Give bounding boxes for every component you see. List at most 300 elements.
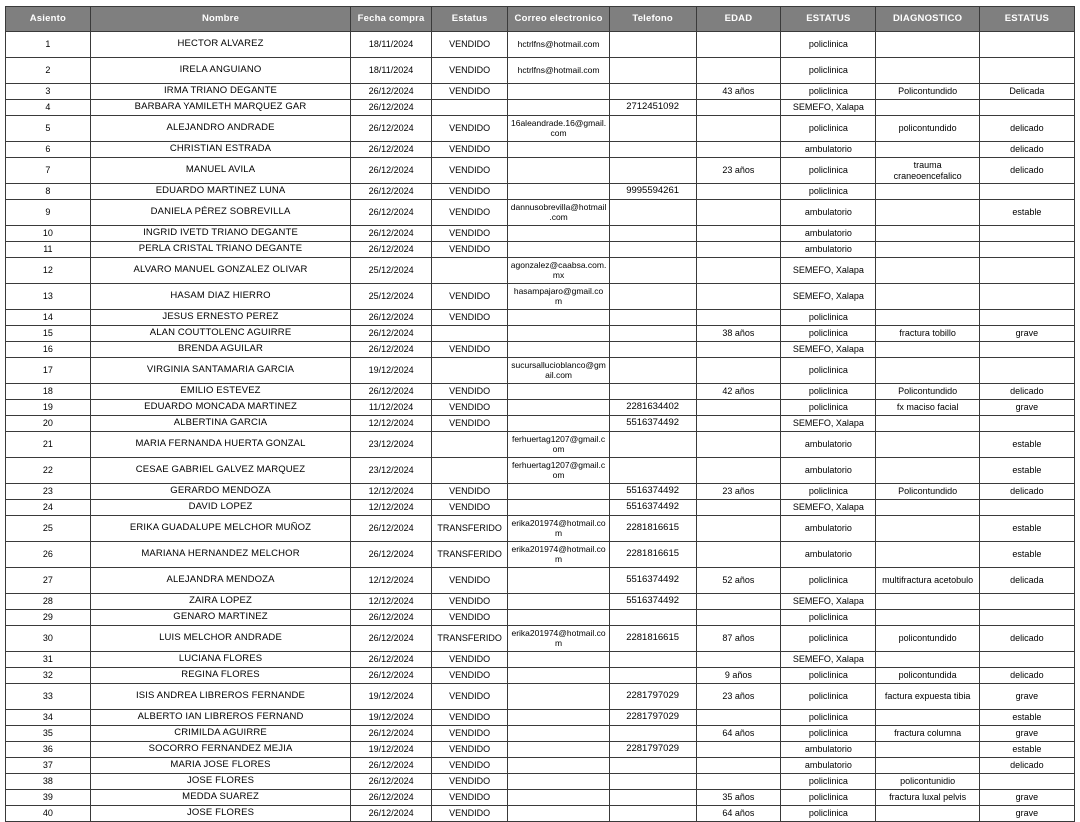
cell-fecha[interactable]: 26/12/2024 xyxy=(351,790,432,806)
table-row[interactable] xyxy=(6,84,1075,100)
cell-estatus[interactable]: VENDIDO xyxy=(431,416,508,432)
cell-edad[interactable] xyxy=(696,200,781,226)
cell-telefono[interactable]: 2281816615 xyxy=(609,626,696,652)
cell-estatus2[interactable]: SEMEFO, Xalapa xyxy=(781,342,876,358)
cell-diag[interactable] xyxy=(876,242,979,258)
cell-estatus2[interactable]: policlinica xyxy=(781,684,876,710)
cell-diag[interactable] xyxy=(876,806,979,822)
cell-estatus[interactable]: VENDIDO xyxy=(431,742,508,758)
cell-estatus[interactable]: VENDIDO xyxy=(431,32,508,58)
cell-estatus3[interactable]: delicado xyxy=(979,758,1074,774)
cell-correo[interactable]: erika201974@hotmail.com xyxy=(508,626,609,652)
cell-diag[interactable] xyxy=(876,610,979,626)
cell-nombre[interactable]: ISIS ANDREA LIBREROS FERNANDE xyxy=(90,684,351,710)
cell-estatus3[interactable]: grave xyxy=(979,726,1074,742)
cell-diag[interactable] xyxy=(876,342,979,358)
cell-estatus2[interactable]: policlinica xyxy=(781,626,876,652)
cell-estatus[interactable]: VENDIDO xyxy=(431,668,508,684)
table-row[interactable] xyxy=(6,32,1075,58)
cell-estatus2[interactable]: ambulatorio xyxy=(781,542,876,568)
table-row[interactable] xyxy=(6,710,1075,726)
cell-estatus3[interactable] xyxy=(979,258,1074,284)
cell-asiento[interactable]: 39 xyxy=(6,790,91,806)
cell-diag[interactable] xyxy=(876,416,979,432)
table-row[interactable] xyxy=(6,484,1075,500)
cell-nombre[interactable]: PERLA CRISTAL TRIANO DEGANTE xyxy=(90,242,351,258)
cell-estatus2[interactable]: policlinica xyxy=(781,116,876,142)
cell-estatus3[interactable]: estable xyxy=(979,432,1074,458)
cell-correo[interactable]: sucursallucioblanco@gmail.com xyxy=(508,358,609,384)
cell-diag[interactable] xyxy=(876,100,979,116)
cell-estatus2[interactable]: policlinica xyxy=(781,358,876,384)
cell-fecha[interactable]: 25/12/2024 xyxy=(351,258,432,284)
cell-estatus3[interactable]: grave xyxy=(979,790,1074,806)
cell-edad[interactable]: 43 años xyxy=(696,84,781,100)
cell-nombre[interactable]: VIRGINIA SANTAMARIA GARCIA xyxy=(90,358,351,384)
cell-nombre[interactable]: INGRID IVETD TRIANO DEGANTE xyxy=(90,226,351,242)
cell-asiento[interactable]: 3 xyxy=(6,84,91,100)
column-header-asiento[interactable]: Asiento xyxy=(6,7,91,32)
table-row[interactable] xyxy=(6,326,1075,342)
cell-correo[interactable] xyxy=(508,158,609,184)
cell-estatus3[interactable]: delicado xyxy=(979,384,1074,400)
cell-estatus2[interactable]: SEMEFO, Xalapa xyxy=(781,500,876,516)
table-row[interactable] xyxy=(6,594,1075,610)
cell-correo[interactable] xyxy=(508,710,609,726)
cell-edad[interactable] xyxy=(696,500,781,516)
cell-edad[interactable]: 35 años xyxy=(696,790,781,806)
cell-correo[interactable]: ferhuertag1207@gmail.com xyxy=(508,458,609,484)
table-row[interactable] xyxy=(6,416,1075,432)
table-row[interactable] xyxy=(6,200,1075,226)
cell-estatus3[interactable]: delicado xyxy=(979,668,1074,684)
cell-telefono[interactable] xyxy=(609,142,696,158)
cell-telefono[interactable] xyxy=(609,284,696,310)
cell-telefono[interactable] xyxy=(609,32,696,58)
cell-estatus2[interactable]: SEMEFO, Xalapa xyxy=(781,284,876,310)
cell-asiento[interactable]: 26 xyxy=(6,542,91,568)
table-row[interactable] xyxy=(6,100,1075,116)
cell-estatus2[interactable]: policlinica xyxy=(781,400,876,416)
cell-estatus2[interactable]: policlinica xyxy=(781,58,876,84)
cell-estatus3[interactable]: delicado xyxy=(979,158,1074,184)
table-row[interactable] xyxy=(6,400,1075,416)
cell-estatus[interactable]: VENDIDO xyxy=(431,484,508,500)
table-row[interactable] xyxy=(6,116,1075,142)
cell-telefono[interactable] xyxy=(609,326,696,342)
cell-asiento[interactable]: 4 xyxy=(6,100,91,116)
cell-asiento[interactable]: 22 xyxy=(6,458,91,484)
cell-estatus2[interactable]: SEMEFO, Xalapa xyxy=(781,100,876,116)
cell-estatus3[interactable] xyxy=(979,610,1074,626)
cell-estatus2[interactable]: policlinica xyxy=(781,184,876,200)
cell-correo[interactable] xyxy=(508,342,609,358)
cell-telefono[interactable]: 2281816615 xyxy=(609,542,696,568)
cell-fecha[interactable]: 19/12/2024 xyxy=(351,358,432,384)
cell-telefono[interactable] xyxy=(609,432,696,458)
table-row[interactable] xyxy=(6,500,1075,516)
cell-nombre[interactable]: ALBERTO IAN LIBREROS FERNAND xyxy=(90,710,351,726)
cell-diag[interactable]: Policontundido xyxy=(876,84,979,100)
cell-telefono[interactable]: 5516374492 xyxy=(609,594,696,610)
cell-fecha[interactable]: 26/12/2024 xyxy=(351,774,432,790)
cell-diag[interactable] xyxy=(876,58,979,84)
cell-fecha[interactable]: 19/12/2024 xyxy=(351,684,432,710)
cell-estatus2[interactable]: policlinica xyxy=(781,484,876,500)
table-row[interactable] xyxy=(6,806,1075,822)
cell-edad[interactable]: 23 años xyxy=(696,158,781,184)
cell-correo[interactable]: hctrlfns@hotmail.com xyxy=(508,58,609,84)
cell-nombre[interactable]: ERIKA GUADALUPE MELCHOR MUÑOZ xyxy=(90,516,351,542)
cell-estatus[interactable]: VENDIDO xyxy=(431,652,508,668)
cell-edad[interactable] xyxy=(696,258,781,284)
cell-edad[interactable]: 23 años xyxy=(696,684,781,710)
cell-asiento[interactable]: 40 xyxy=(6,806,91,822)
cell-diag[interactable]: fractura tobillo xyxy=(876,326,979,342)
cell-estatus[interactable]: TRANSFERIDO xyxy=(431,626,508,652)
cell-correo[interactable] xyxy=(508,806,609,822)
table-row[interactable] xyxy=(6,726,1075,742)
table-row[interactable] xyxy=(6,226,1075,242)
cell-asiento[interactable]: 9 xyxy=(6,200,91,226)
cell-estatus3[interactable] xyxy=(979,774,1074,790)
cell-diag[interactable]: policontundida xyxy=(876,668,979,684)
cell-edad[interactable] xyxy=(696,458,781,484)
cell-asiento[interactable]: 33 xyxy=(6,684,91,710)
cell-telefono[interactable] xyxy=(609,610,696,626)
cell-telefono[interactable] xyxy=(609,668,696,684)
cell-nombre[interactable]: ALAN COUTTOLENC AGUIRRE xyxy=(90,326,351,342)
cell-asiento[interactable]: 7 xyxy=(6,158,91,184)
table-row[interactable] xyxy=(6,652,1075,668)
cell-telefono[interactable] xyxy=(609,158,696,184)
cell-diag[interactable]: fractura columna xyxy=(876,726,979,742)
table-row[interactable] xyxy=(6,790,1075,806)
cell-estatus[interactable]: VENDIDO xyxy=(431,774,508,790)
table-row[interactable] xyxy=(6,384,1075,400)
cell-estatus[interactable]: VENDIDO xyxy=(431,158,508,184)
cell-diag[interactable] xyxy=(876,284,979,310)
cell-asiento[interactable]: 25 xyxy=(6,516,91,542)
cell-correo[interactable] xyxy=(508,242,609,258)
cell-diag[interactable]: fx maciso facial xyxy=(876,400,979,416)
cell-fecha[interactable]: 26/12/2024 xyxy=(351,200,432,226)
cell-estatus2[interactable]: policlinica xyxy=(781,790,876,806)
cell-correo[interactable]: 16aleandrade.16@gmail.com xyxy=(508,116,609,142)
cell-fecha[interactable]: 26/12/2024 xyxy=(351,184,432,200)
cell-edad[interactable] xyxy=(696,116,781,142)
cell-fecha[interactable]: 26/12/2024 xyxy=(351,100,432,116)
cell-edad[interactable] xyxy=(696,58,781,84)
cell-fecha[interactable]: 26/12/2024 xyxy=(351,158,432,184)
cell-edad[interactable] xyxy=(696,710,781,726)
cell-edad[interactable]: 52 años xyxy=(696,568,781,594)
cell-estatus2[interactable]: policlinica xyxy=(781,610,876,626)
cell-estatus3[interactable]: delicado xyxy=(979,116,1074,142)
cell-estatus3[interactable]: estable xyxy=(979,200,1074,226)
cell-nombre[interactable]: BRENDA AGUILAR xyxy=(90,342,351,358)
cell-asiento[interactable]: 23 xyxy=(6,484,91,500)
cell-nombre[interactable]: REGINA FLORES xyxy=(90,668,351,684)
cell-diag[interactable]: policontundido xyxy=(876,626,979,652)
table-row[interactable] xyxy=(6,774,1075,790)
cell-correo[interactable] xyxy=(508,726,609,742)
cell-estatus2[interactable]: policlinica xyxy=(781,710,876,726)
cell-estatus3[interactable] xyxy=(979,226,1074,242)
table-row[interactable] xyxy=(6,142,1075,158)
cell-diag[interactable] xyxy=(876,458,979,484)
cell-nombre[interactable]: ZAIRA LOPEZ xyxy=(90,594,351,610)
cell-diag[interactable] xyxy=(876,542,979,568)
cell-diag[interactable]: fractura luxal pelvis xyxy=(876,790,979,806)
cell-estatus2[interactable]: policlinica xyxy=(781,568,876,594)
cell-diag[interactable]: multifractura acetobulo xyxy=(876,568,979,594)
cell-asiento[interactable]: 35 xyxy=(6,726,91,742)
cell-asiento[interactable]: 32 xyxy=(6,668,91,684)
table-row[interactable] xyxy=(6,684,1075,710)
cell-asiento[interactable]: 11 xyxy=(6,242,91,258)
cell-nombre[interactable]: MEDDA SUAREZ xyxy=(90,790,351,806)
cell-estatus2[interactable]: policlinica xyxy=(781,668,876,684)
table-row[interactable] xyxy=(6,158,1075,184)
cell-diag[interactable] xyxy=(876,594,979,610)
cell-asiento[interactable]: 27 xyxy=(6,568,91,594)
cell-edad[interactable]: 42 años xyxy=(696,384,781,400)
cell-estatus3[interactable] xyxy=(979,342,1074,358)
cell-telefono[interactable]: 2281816615 xyxy=(609,516,696,542)
cell-fecha[interactable]: 26/12/2024 xyxy=(351,116,432,142)
cell-telefono[interactable] xyxy=(609,790,696,806)
table-row[interactable] xyxy=(6,668,1075,684)
cell-edad[interactable]: 64 años xyxy=(696,806,781,822)
cell-telefono[interactable] xyxy=(609,242,696,258)
cell-correo[interactable] xyxy=(508,310,609,326)
cell-estatus2[interactable]: policlinica xyxy=(781,84,876,100)
cell-edad[interactable] xyxy=(696,400,781,416)
table-row[interactable] xyxy=(6,742,1075,758)
cell-diag[interactable] xyxy=(876,516,979,542)
cell-asiento[interactable]: 37 xyxy=(6,758,91,774)
cell-correo[interactable] xyxy=(508,326,609,342)
cell-diag[interactable] xyxy=(876,184,979,200)
cell-fecha[interactable]: 23/12/2024 xyxy=(351,432,432,458)
cell-fecha[interactable]: 18/11/2024 xyxy=(351,58,432,84)
cell-estatus2[interactable]: ambulatorio xyxy=(781,200,876,226)
cell-estatus3[interactable] xyxy=(979,652,1074,668)
cell-telefono[interactable] xyxy=(609,774,696,790)
cell-nombre[interactable]: SOCORRO FERNANDEZ MEJIA xyxy=(90,742,351,758)
cell-telefono[interactable] xyxy=(609,58,696,84)
cell-telefono[interactable]: 5516374492 xyxy=(609,416,696,432)
cell-correo[interactable] xyxy=(508,774,609,790)
cell-asiento[interactable]: 17 xyxy=(6,358,91,384)
cell-nombre[interactable]: IRELA ANGUIANO xyxy=(90,58,351,84)
cell-fecha[interactable]: 26/12/2024 xyxy=(351,242,432,258)
cell-asiento[interactable]: 16 xyxy=(6,342,91,358)
cell-estatus[interactable]: VENDIDO xyxy=(431,384,508,400)
cell-correo[interactable] xyxy=(508,400,609,416)
cell-asiento[interactable]: 19 xyxy=(6,400,91,416)
cell-diag[interactable] xyxy=(876,758,979,774)
cell-estatus3[interactable]: grave xyxy=(979,806,1074,822)
cell-nombre[interactable]: MARIA JOSE FLORES xyxy=(90,758,351,774)
cell-diag[interactable] xyxy=(876,200,979,226)
column-header-edad[interactable]: EDAD xyxy=(696,7,781,32)
cell-estatus3[interactable]: grave xyxy=(979,326,1074,342)
cell-estatus2[interactable]: policlinica xyxy=(781,158,876,184)
cell-estatus2[interactable]: ambulatorio xyxy=(781,142,876,158)
cell-nombre[interactable]: ALBERTINA GARCIA xyxy=(90,416,351,432)
cell-fecha[interactable]: 23/12/2024 xyxy=(351,458,432,484)
cell-fecha[interactable]: 11/12/2024 xyxy=(351,400,432,416)
cell-nombre[interactable]: LUIS MELCHOR ANDRADE xyxy=(90,626,351,652)
cell-correo[interactable]: agonzalez@caabsa.com.mx xyxy=(508,258,609,284)
cell-estatus[interactable]: VENDIDO xyxy=(431,284,508,310)
cell-correo[interactable] xyxy=(508,384,609,400)
table-row[interactable] xyxy=(6,310,1075,326)
cell-fecha[interactable]: 25/12/2024 xyxy=(351,284,432,310)
cell-diag[interactable] xyxy=(876,358,979,384)
cell-telefono[interactable] xyxy=(609,758,696,774)
cell-nombre[interactable]: HECTOR ALVAREZ xyxy=(90,32,351,58)
cell-estatus[interactable]: VENDIDO xyxy=(431,142,508,158)
column-header-estatus2[interactable]: ESTATUS xyxy=(781,7,876,32)
cell-edad[interactable] xyxy=(696,610,781,626)
table-row[interactable] xyxy=(6,58,1075,84)
cell-diag[interactable] xyxy=(876,32,979,58)
cell-estatus2[interactable]: ambulatorio xyxy=(781,432,876,458)
table-row[interactable] xyxy=(6,284,1075,310)
cell-estatus[interactable]: VENDIDO xyxy=(431,806,508,822)
column-header-diag[interactable]: DIAGNOSTICO xyxy=(876,7,979,32)
table-row[interactable] xyxy=(6,342,1075,358)
cell-fecha[interactable]: 12/12/2024 xyxy=(351,594,432,610)
cell-diag[interactable]: trauma craneoencefalico xyxy=(876,158,979,184)
cell-estatus3[interactable] xyxy=(979,310,1074,326)
cell-correo[interactable] xyxy=(508,100,609,116)
cell-nombre[interactable]: EDUARDO MARTINEZ LUNA xyxy=(90,184,351,200)
cell-estatus[interactable]: VENDIDO xyxy=(431,610,508,626)
table-row[interactable] xyxy=(6,258,1075,284)
cell-edad[interactable] xyxy=(696,184,781,200)
cell-correo[interactable] xyxy=(508,142,609,158)
cell-estatus[interactable]: TRANSFERIDO xyxy=(431,542,508,568)
cell-telefono[interactable] xyxy=(609,84,696,100)
cell-estatus2[interactable]: policlinica xyxy=(781,774,876,790)
cell-estatus3[interactable] xyxy=(979,358,1074,384)
cell-telefono[interactable]: 2712451092 xyxy=(609,100,696,116)
cell-estatus2[interactable]: policlinica xyxy=(781,384,876,400)
cell-nombre[interactable]: DANIELA PÉREZ SOBREVILLA xyxy=(90,200,351,226)
table-row[interactable] xyxy=(6,568,1075,594)
cell-edad[interactable] xyxy=(696,542,781,568)
cell-estatus3[interactable]: estable xyxy=(979,710,1074,726)
cell-asiento[interactable]: 34 xyxy=(6,710,91,726)
cell-asiento[interactable]: 5 xyxy=(6,116,91,142)
cell-fecha[interactable]: 26/12/2024 xyxy=(351,610,432,626)
cell-asiento[interactable]: 18 xyxy=(6,384,91,400)
cell-estatus[interactable]: VENDIDO xyxy=(431,84,508,100)
cell-estatus[interactable]: VENDIDO xyxy=(431,200,508,226)
cell-nombre[interactable]: EDUARDO MONCADA MARTINEZ xyxy=(90,400,351,416)
cell-asiento[interactable]: 14 xyxy=(6,310,91,326)
cell-estatus[interactable]: VENDIDO xyxy=(431,684,508,710)
cell-correo[interactable] xyxy=(508,568,609,594)
cell-diag[interactable]: Policontundido xyxy=(876,484,979,500)
cell-telefono[interactable] xyxy=(609,384,696,400)
cell-asiento[interactable]: 8 xyxy=(6,184,91,200)
cell-correo[interactable]: ferhuertag1207@gmail.com xyxy=(508,432,609,458)
cell-telefono[interactable] xyxy=(609,726,696,742)
cell-edad[interactable] xyxy=(696,416,781,432)
cell-edad[interactable]: 38 años xyxy=(696,326,781,342)
cell-edad[interactable]: 87 años xyxy=(696,626,781,652)
cell-estatus[interactable]: VENDIDO xyxy=(431,500,508,516)
cell-nombre[interactable]: MARIA FERNANDA HUERTA GONZAL xyxy=(90,432,351,458)
cell-fecha[interactable]: 26/12/2024 xyxy=(351,758,432,774)
cell-fecha[interactable]: 26/12/2024 xyxy=(351,516,432,542)
table-row[interactable] xyxy=(6,516,1075,542)
cell-asiento[interactable]: 31 xyxy=(6,652,91,668)
cell-estatus[interactable]: VENDIDO xyxy=(431,790,508,806)
cell-asiento[interactable]: 15 xyxy=(6,326,91,342)
cell-asiento[interactable]: 1 xyxy=(6,32,91,58)
table-row[interactable] xyxy=(6,542,1075,568)
cell-diag[interactable]: policontundido xyxy=(876,116,979,142)
cell-estatus2[interactable]: SEMEFO, Xalapa xyxy=(781,416,876,432)
cell-telefono[interactable]: 5516374492 xyxy=(609,484,696,500)
cell-diag[interactable] xyxy=(876,710,979,726)
cell-asiento[interactable]: 29 xyxy=(6,610,91,626)
cell-correo[interactable]: dannusobrevilla@hotmail.com xyxy=(508,200,609,226)
cell-correo[interactable] xyxy=(508,416,609,432)
cell-estatus[interactable] xyxy=(431,458,508,484)
cell-estatus[interactable] xyxy=(431,358,508,384)
cell-nombre[interactable]: MARIANA HERNANDEZ MELCHOR xyxy=(90,542,351,568)
cell-correo[interactable] xyxy=(508,652,609,668)
cell-telefono[interactable]: 5516374492 xyxy=(609,568,696,594)
cell-fecha[interactable]: 26/12/2024 xyxy=(351,142,432,158)
cell-edad[interactable] xyxy=(696,774,781,790)
table-row[interactable] xyxy=(6,758,1075,774)
table-row[interactable] xyxy=(6,626,1075,652)
cell-edad[interactable] xyxy=(696,142,781,158)
cell-fecha[interactable]: 26/12/2024 xyxy=(351,726,432,742)
cell-estatus3[interactable]: estable xyxy=(979,458,1074,484)
cell-estatus2[interactable]: ambulatorio xyxy=(781,226,876,242)
cell-edad[interactable] xyxy=(696,594,781,610)
cell-fecha[interactable]: 26/12/2024 xyxy=(351,226,432,242)
cell-estatus2[interactable]: policlinica xyxy=(781,726,876,742)
cell-estatus3[interactable] xyxy=(979,58,1074,84)
cell-diag[interactable] xyxy=(876,226,979,242)
cell-fecha[interactable]: 18/11/2024 xyxy=(351,32,432,58)
cell-nombre[interactable]: JESUS ERNESTO PEREZ xyxy=(90,310,351,326)
cell-fecha[interactable]: 26/12/2024 xyxy=(351,542,432,568)
cell-nombre[interactable]: CESAE GABRIEL GALVEZ MARQUEZ xyxy=(90,458,351,484)
cell-edad[interactable] xyxy=(696,284,781,310)
cell-asiento[interactable]: 12 xyxy=(6,258,91,284)
column-header-correo[interactable]: Correo electronico xyxy=(508,7,609,32)
cell-estatus2[interactable]: policlinica xyxy=(781,310,876,326)
cell-estatus[interactable]: VENDIDO xyxy=(431,310,508,326)
cell-diag[interactable]: Policontundido xyxy=(876,384,979,400)
cell-estatus2[interactable]: SEMEFO, Xalapa xyxy=(781,258,876,284)
cell-diag[interactable] xyxy=(876,310,979,326)
cell-correo[interactable] xyxy=(508,684,609,710)
cell-nombre[interactable]: ALVARO MANUEL GONZALEZ OLIVAR xyxy=(90,258,351,284)
cell-fecha[interactable]: 26/12/2024 xyxy=(351,384,432,400)
